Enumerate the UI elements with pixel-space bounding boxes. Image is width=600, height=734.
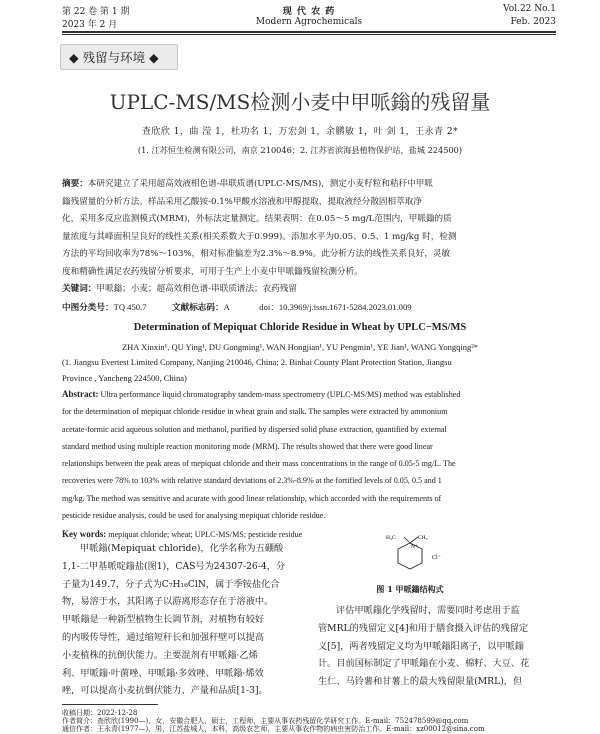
footnote-corresponding: 通信作者：王永青(1977—)，男，江苏盐城人，本科，高级农艺师，主要从事农作物的病虫害防治工作。E-mail：xz00012@sina.com	[62, 725, 485, 733]
abstract-cn-line: 鎓残留量的分析方法。样品采用乙酸铵-0.1%甲酸水溶液和甲醇提取，提取液经分散固相萃取净	[62, 196, 422, 207]
keywords-en-label: Key words:	[62, 529, 107, 540]
n-plus-label: N⁺	[411, 544, 418, 550]
abstract-cn-line: 方法的平均回收率为78%～103%，相对标准偏差为2.3%～8.9%。此分析方法的线性关系良好，灵敏	[62, 249, 451, 259]
abstract-en: Abstract: Ultra performance liquid chromatography tandem-mass spectrometry (UPLC-MS/MS) method was established for the determination of mepiquat chloride residue in wheat grain and stalk. The samples were extracted by ammonium acetate-formic acid aqueous solution and methanol, purified by dispersed solid phase extraction, quantified by external standard method using multiple reaction monitoring mode (MRM). The results showed that there were good linear relationships between the peak areas of mepiquat chloride and their mass concentrations in the range of 0.05-5 mg/L. The recoveries were 78% to 103% with relative standard deviations of 2.3%-8.9% at the fortified levels of 0.05, 0.5 and 1 mg/kg. The method was sensitive and acurate with good linear relationship, which accorded with the requirements of pesticide residue analysis, could be used for analysing mepiquat chloride residue. Key words: mepiquat chloride; wheat; UPLC-MS/MS; pesticide residue	[62, 386, 556, 544]
keywords-cn-label: 关键词：	[62, 284, 97, 294]
header-rule-thin	[62, 34, 556, 35]
authors-cn: 查欣欣 1，曲 滢 1，杜功名 1，万宏剑 1，余鹏敏 1，叶 剑 1，王永青 2*	[141, 127, 459, 137]
authors-en: ZHA Xinxin¹, QU Ying¹, DU Gongming¹, WAN Hongjian¹, YU Pengmin¹, YE Jian¹, WANG Yongqing²*	[121, 342, 479, 352]
methyl-bond-right	[410, 537, 418, 543]
figure-1-structure	[370, 535, 450, 577]
piperidine-ring	[398, 543, 422, 569]
footnote-received: 收稿日期：2022-12-28	[62, 709, 138, 717]
ch3-label-right: CH₃	[418, 535, 428, 541]
abstract-cn-line: 度和精确性满足农药残留分析要求，可用于生产上小麦中甲哌鎓残留检测分析。	[62, 266, 363, 277]
date-en: Feb. 2023	[510, 17, 556, 27]
affiliation-en: (1. Jiangsu Evertest Limited Company, Nanjing 210046, China; 2. Binhai County Plant Protection Station, Jiangsu Province , Yancheng 224500, China)	[62, 357, 452, 383]
body-column-right: 评估甲哌鎓化学残留时，需要同时考虑用于监 管MRL的残留定义[4]和用于膳食摄入评估的残留定 义[5]，两者残留定义均为甲哌鎓阳离子，以甲哌鎓 计。目前国标制定了甲哌鎓在小麦、棉籽、大豆、花 生仁、马铃薯和甘薯上的最大残留限量(MRL)，但	[318, 605, 530, 688]
title-en: Determination of Mepiquat Chloride Residue in Wheat by UPLC−MS/MS	[133, 322, 467, 333]
doi-link[interactable]: 10.3969/j.issn.1671-5284.2023.01.009	[278, 301, 412, 312]
journal-name-en: Modern Agrochemicals	[255, 17, 363, 27]
abstract-cn-line: 量浓度与其峰面积呈良好的线性关系(相关系数大于0.999)。添加水平为0.05、0.5、1 mg/kg 时，检测	[62, 231, 457, 242]
header-rule	[62, 31, 556, 33]
footnote-author: 作者简介：查欣欣(1990—)，女，安徽合肥人，硕士，工程师，主要从事农药残留化学研究工作。E-mail：752478599@qq.com	[62, 717, 469, 725]
journal-name-cn: 现 代 农 药	[282, 7, 336, 17]
keywords-en: Key words: mepiquat chloride; wheat; UPLC-MS/MS; pesticide residue	[62, 529, 303, 540]
methyl-bond-left	[404, 537, 410, 543]
volume-issue: 第 22 卷 第 1 期	[62, 7, 130, 17]
abstract-en-label: Abstract:	[62, 389, 99, 399]
article-title: UPLC-MS/MS检测小麦中甲哌鎓的残留量	[109, 90, 491, 114]
abstract-cn-line: 化，采用多反应监测模式(MRM)，外标法定量测定。结果表明：在0.05～5 mg/L范围内，甲哌鎓的质	[62, 214, 452, 224]
clc-number: TQ 450.7	[113, 301, 147, 312]
chloride-label: Cl⁻	[432, 555, 441, 561]
date-cn: 2023 年 2 月	[62, 20, 118, 30]
affiliation-cn: (1. 江苏恒生检测有限公司，南京 210046；2. 江苏省滨海县植物保护站，盐城 224500)	[137, 145, 463, 155]
volume-issue-en: Vol.22 No.1	[503, 4, 556, 14]
abstract-cn-line: 摘要：本研究建立了采用超高效液相色谱-串联质谱(UPLC-MS/MS)，测定小麦籽粒和秸秆中甲哌	[62, 179, 433, 189]
footnote-rule	[62, 704, 158, 705]
section-banner: ◆ 残留与环境 ◆	[60, 44, 178, 70]
abstract-cn-label: 摘要：	[62, 179, 88, 189]
document-code: A	[223, 301, 230, 312]
abstract-cn	[62, 176, 556, 317]
body-column-left: 甲哌鎓(Mepiquat chloride)，化学名称为五硼酸 1,1-二甲基哌啶鎓盐(图1)，CAS号为24307-26-4，分 子量为149.7，分子式为C₇H₁₆ClN，属于季铵盐化合 物，易溶于水，其阳离子以游离形态存在于溶液中。 甲哌鎓是一种新型植物生长调节剂，对植物有较好 的内吸传导性，通过缩短秆长和加强秆壁可以提高 小麦植株的抗倒伏能力。主要混剂有甲哌鎓·乙烯 利、甲哌鎓·叶菌唑、甲哌鎓·多效唑、甲哌鎓·烯效 唑，可以提高小麦抗倒伏能力、产量和品质[1-3]。	[62, 543, 286, 697]
keywords-cn: 关键词：甲哌鎓；小麦；超高效相色谱-串联质谱法；农药残留	[62, 284, 297, 294]
ch3-label-left: H₃C	[386, 535, 396, 541]
figure-1-caption: 图 1 甲哌鎓结构式	[376, 584, 444, 594]
classification-line: 中图分类号：TQ 450.7 文献标志码：A doi：10.3969/j.issn.1671-5284.2023.01.009	[62, 301, 412, 313]
